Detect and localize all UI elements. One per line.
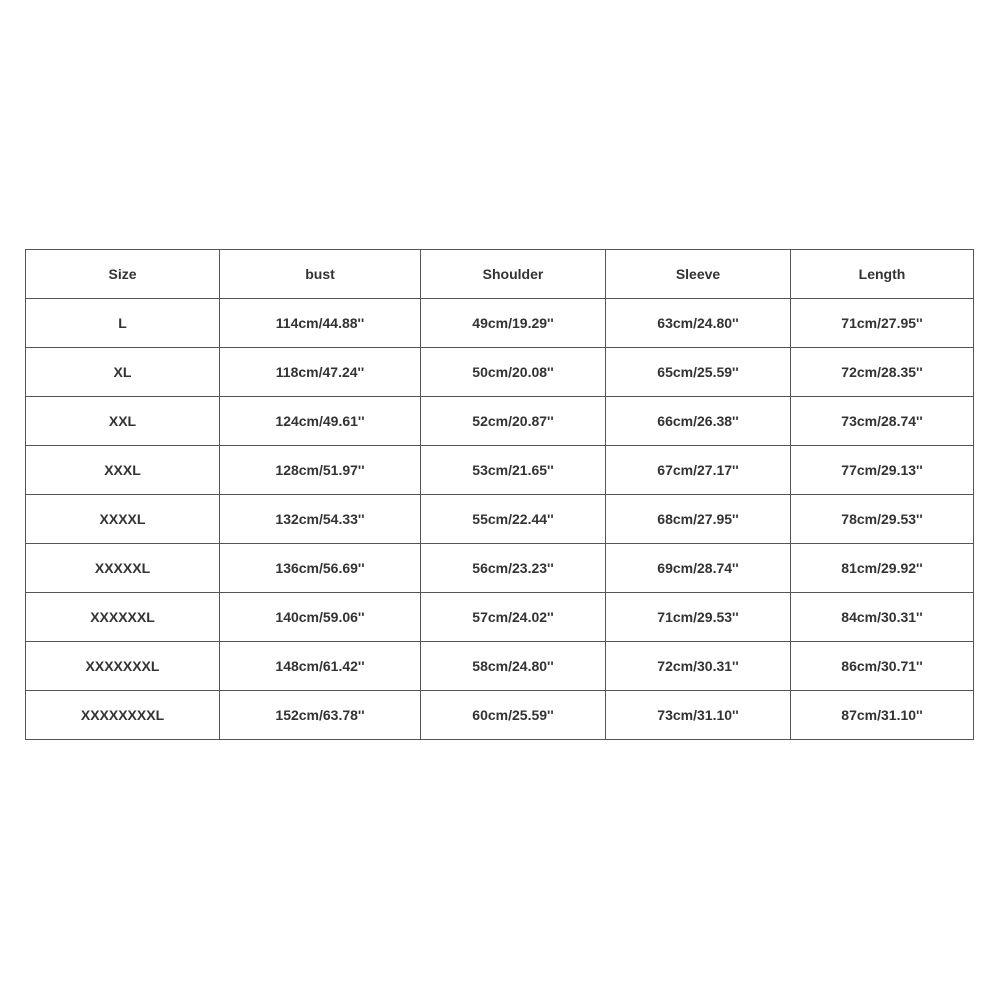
cell-size: XXL [26, 397, 220, 446]
header-size: Size [26, 250, 220, 299]
cell-bust: 152cm/63.78'' [220, 691, 421, 740]
header-row [26, 250, 974, 299]
cell-size: XXXXXXXL [26, 642, 220, 691]
cell-bust: 136cm/56.69'' [220, 544, 421, 593]
cell-size: XXXXXXL [26, 593, 220, 642]
table-row [26, 348, 974, 397]
cell-length: 73cm/28.74'' [791, 397, 974, 446]
cell-sleeve: 72cm/30.31'' [606, 642, 791, 691]
cell-sleeve: 65cm/25.59'' [606, 348, 791, 397]
header-length: Length [791, 250, 974, 299]
cell-shoulder: 55cm/22.44'' [421, 495, 606, 544]
header-sleeve: Sleeve [606, 250, 791, 299]
cell-bust: 118cm/47.24'' [220, 348, 421, 397]
cell-shoulder: 58cm/24.80'' [421, 642, 606, 691]
cell-bust: 114cm/44.88'' [220, 299, 421, 348]
table-row [26, 446, 974, 495]
cell-length: 72cm/28.35'' [791, 348, 974, 397]
cell-sleeve: 71cm/29.53'' [606, 593, 791, 642]
cell-bust: 132cm/54.33'' [220, 495, 421, 544]
cell-bust: 140cm/59.06'' [220, 593, 421, 642]
table-row [26, 299, 974, 348]
cell-length: 71cm/27.95'' [791, 299, 974, 348]
header-bust: bust [220, 250, 421, 299]
header-shoulder: Shoulder [421, 250, 606, 299]
cell-shoulder: 49cm/19.29'' [421, 299, 606, 348]
cell-sleeve: 63cm/24.80'' [606, 299, 791, 348]
table-row [26, 593, 974, 642]
cell-length: 78cm/29.53'' [791, 495, 974, 544]
cell-length: 86cm/30.71'' [791, 642, 974, 691]
cell-shoulder: 52cm/20.87'' [421, 397, 606, 446]
table-row [26, 495, 974, 544]
size-chart-table [25, 249, 974, 740]
cell-sleeve: 68cm/27.95'' [606, 495, 791, 544]
cell-shoulder: 53cm/21.65'' [421, 446, 606, 495]
cell-shoulder: 57cm/24.02'' [421, 593, 606, 642]
table-body [26, 299, 974, 740]
cell-size: XXXXL [26, 495, 220, 544]
cell-length: 81cm/29.92'' [791, 544, 974, 593]
cell-size: L [26, 299, 220, 348]
cell-length: 87cm/31.10'' [791, 691, 974, 740]
table-row [26, 642, 974, 691]
cell-length: 84cm/30.31'' [791, 593, 974, 642]
cell-shoulder: 60cm/25.59'' [421, 691, 606, 740]
cell-size: XXXL [26, 446, 220, 495]
table-row [26, 544, 974, 593]
cell-sleeve: 73cm/31.10'' [606, 691, 791, 740]
cell-length: 77cm/29.13'' [791, 446, 974, 495]
cell-size: XXXXXXXXL [26, 691, 220, 740]
table-row [26, 397, 974, 446]
cell-size: XXXXXL [26, 544, 220, 593]
cell-bust: 148cm/61.42'' [220, 642, 421, 691]
table-row [26, 691, 974, 740]
cell-sleeve: 67cm/27.17'' [606, 446, 791, 495]
cell-shoulder: 56cm/23.23'' [421, 544, 606, 593]
cell-bust: 128cm/51.97'' [220, 446, 421, 495]
cell-sleeve: 69cm/28.74'' [606, 544, 791, 593]
cell-sleeve: 66cm/26.38'' [606, 397, 791, 446]
cell-bust: 124cm/49.61'' [220, 397, 421, 446]
cell-size: XL [26, 348, 220, 397]
table-header [26, 250, 974, 299]
cell-shoulder: 50cm/20.08'' [421, 348, 606, 397]
